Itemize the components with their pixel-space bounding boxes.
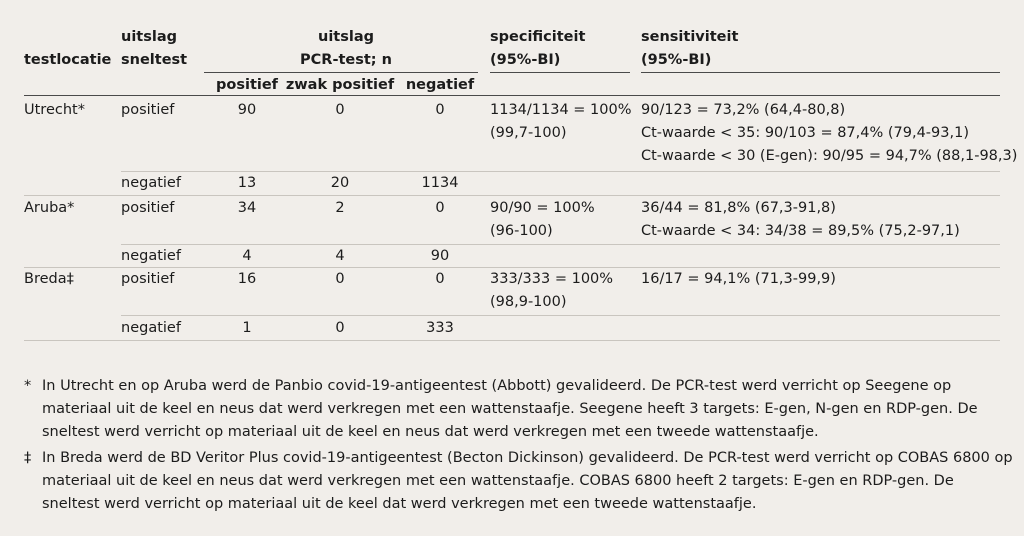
breda-spec-line1: 333/333 = 100% [490, 271, 614, 287]
aruba-pos-w: 2 [335, 200, 345, 216]
breda-pos-n: 0 [435, 271, 445, 287]
table-bottom-rule [24, 340, 1000, 341]
footnote-mark: * [24, 378, 32, 394]
footnote-asterisk [24, 375, 1014, 444]
header-specificiteit-ci: (95%-BI) [490, 52, 561, 68]
aruba-spec-line1: 90/90 = 100% [490, 200, 595, 216]
header-bottom-rule [24, 95, 1000, 96]
aruba-pos-label: positief [121, 200, 175, 216]
utrecht-pos-w: 0 [335, 102, 345, 118]
header-sensitiviteit-ci: (95%-BI) [641, 52, 712, 68]
location-divider [24, 267, 1000, 268]
aruba-pos-n: 0 [435, 200, 445, 216]
aruba-neg-n: 90 [430, 248, 450, 264]
header-pcr-positief: positief [216, 77, 278, 93]
location-aruba: Aruba* [24, 200, 75, 216]
footnote-text: In Breda werd de BD Veritor Plus covid-19-antigeentest (Becton Dickinson) gevalideerd. De PCR-test werd verricht op COBAS 6800 op materiaal uit de keel en neus dat werd verkregen met een wattenstaafje. COBAS 6800 heeft 2 targets: E-gen en RDP-gen. De sneltest werd verricht op materiaal uit de keel dat werd verkregen met een tweede wattenstaafje. [42, 450, 1013, 512]
breda-neg-w: 0 [335, 320, 345, 336]
breda-sens-line1: 16/17 = 94,1% (71,3-99,9) [641, 271, 836, 287]
row-divider [121, 315, 1000, 316]
aruba-pos-p: 34 [237, 200, 257, 216]
location-breda: Breda‡ [24, 271, 74, 287]
utrecht-spec-line2: (99,7-100) [490, 125, 567, 141]
header-pcr-line1: uitslag [318, 29, 374, 45]
footnote-mark: ‡ [24, 450, 32, 466]
footnote-text: In Utrecht en op Aruba werd de Panbio covid-19-antigeentest (Abbott) gevalideerd. De PCR-test werd verricht op Seegene op materiaal uit de keel en neus dat werd verkregen met een wattenstaafje. Seegene heeft 3 targets: E-gen, N-gen en RDP-gen. De sneltest werd verricht op materiaal uit de keel en neus dat werd verkregen met een tweede wattenstaafje. [42, 378, 978, 440]
aruba-neg-w: 4 [335, 248, 345, 264]
aruba-spec-line2: (96-100) [490, 223, 553, 239]
utrecht-pos-n: 0 [435, 102, 445, 118]
utrecht-sens-line1: 90/123 = 73,2% (64,4-80,8) [641, 102, 846, 118]
aruba-sens-line1: 36/44 = 81,8% (67,3-91,8) [641, 200, 836, 216]
breda-neg-n: 333 [426, 320, 454, 336]
utrecht-spec-line1: 1134/1134 = 100% [490, 102, 632, 118]
utrecht-neg-n: 1134 [421, 175, 459, 191]
sens-header-divider [641, 72, 1000, 73]
header-pcr-zwak-positief: zwak positief [285, 77, 395, 93]
utrecht-pos-label: positief [121, 102, 175, 118]
spec-header-divider [490, 72, 630, 73]
header-sensitiviteit: sensitiviteit [641, 29, 739, 45]
utrecht-neg-p: 13 [237, 175, 257, 191]
breda-neg-label: negatief [121, 320, 181, 336]
utrecht-pos-p: 90 [237, 102, 257, 118]
header-sneltest-line1: uitslag [121, 29, 177, 45]
header-specificiteit: specificiteit [490, 29, 586, 45]
location-divider [24, 195, 1000, 196]
row-divider [121, 171, 1000, 172]
aruba-sens-line2: Ct-waarde < 34: 34/38 = 89,5% (75,2-97,1) [641, 223, 960, 239]
breda-pos-label: positief [121, 271, 175, 287]
aruba-neg-label: negatief [121, 248, 181, 264]
breda-spec-line2: (98,9-100) [490, 294, 567, 310]
breda-pos-p: 16 [237, 271, 257, 287]
utrecht-neg-w: 20 [330, 175, 350, 191]
utrecht-neg-label: negatief [121, 175, 181, 191]
utrecht-sens-line2: Ct-waarde < 35: 90/103 = 87,4% (79,4-93,1) [641, 125, 969, 141]
footnote-double-dagger [24, 447, 1014, 516]
header-pcr-line2: PCR-test; n [300, 52, 392, 68]
breda-pos-w: 0 [335, 271, 345, 287]
header-sneltest-line2: sneltest [121, 52, 188, 68]
location-utrecht: Utrecht* [24, 102, 85, 118]
utrecht-sens-line3: Ct-waarde < 30 (E-gen): 90/95 = 94,7% (88,1-98,3) [641, 148, 1018, 164]
aruba-neg-p: 4 [242, 248, 252, 264]
row-divider [121, 244, 1000, 245]
breda-neg-p: 1 [242, 320, 252, 336]
pcr-header-divider [204, 72, 478, 73]
header-testlocatie: testlocatie [24, 52, 112, 68]
header-pcr-negatief: negatief [405, 77, 475, 93]
